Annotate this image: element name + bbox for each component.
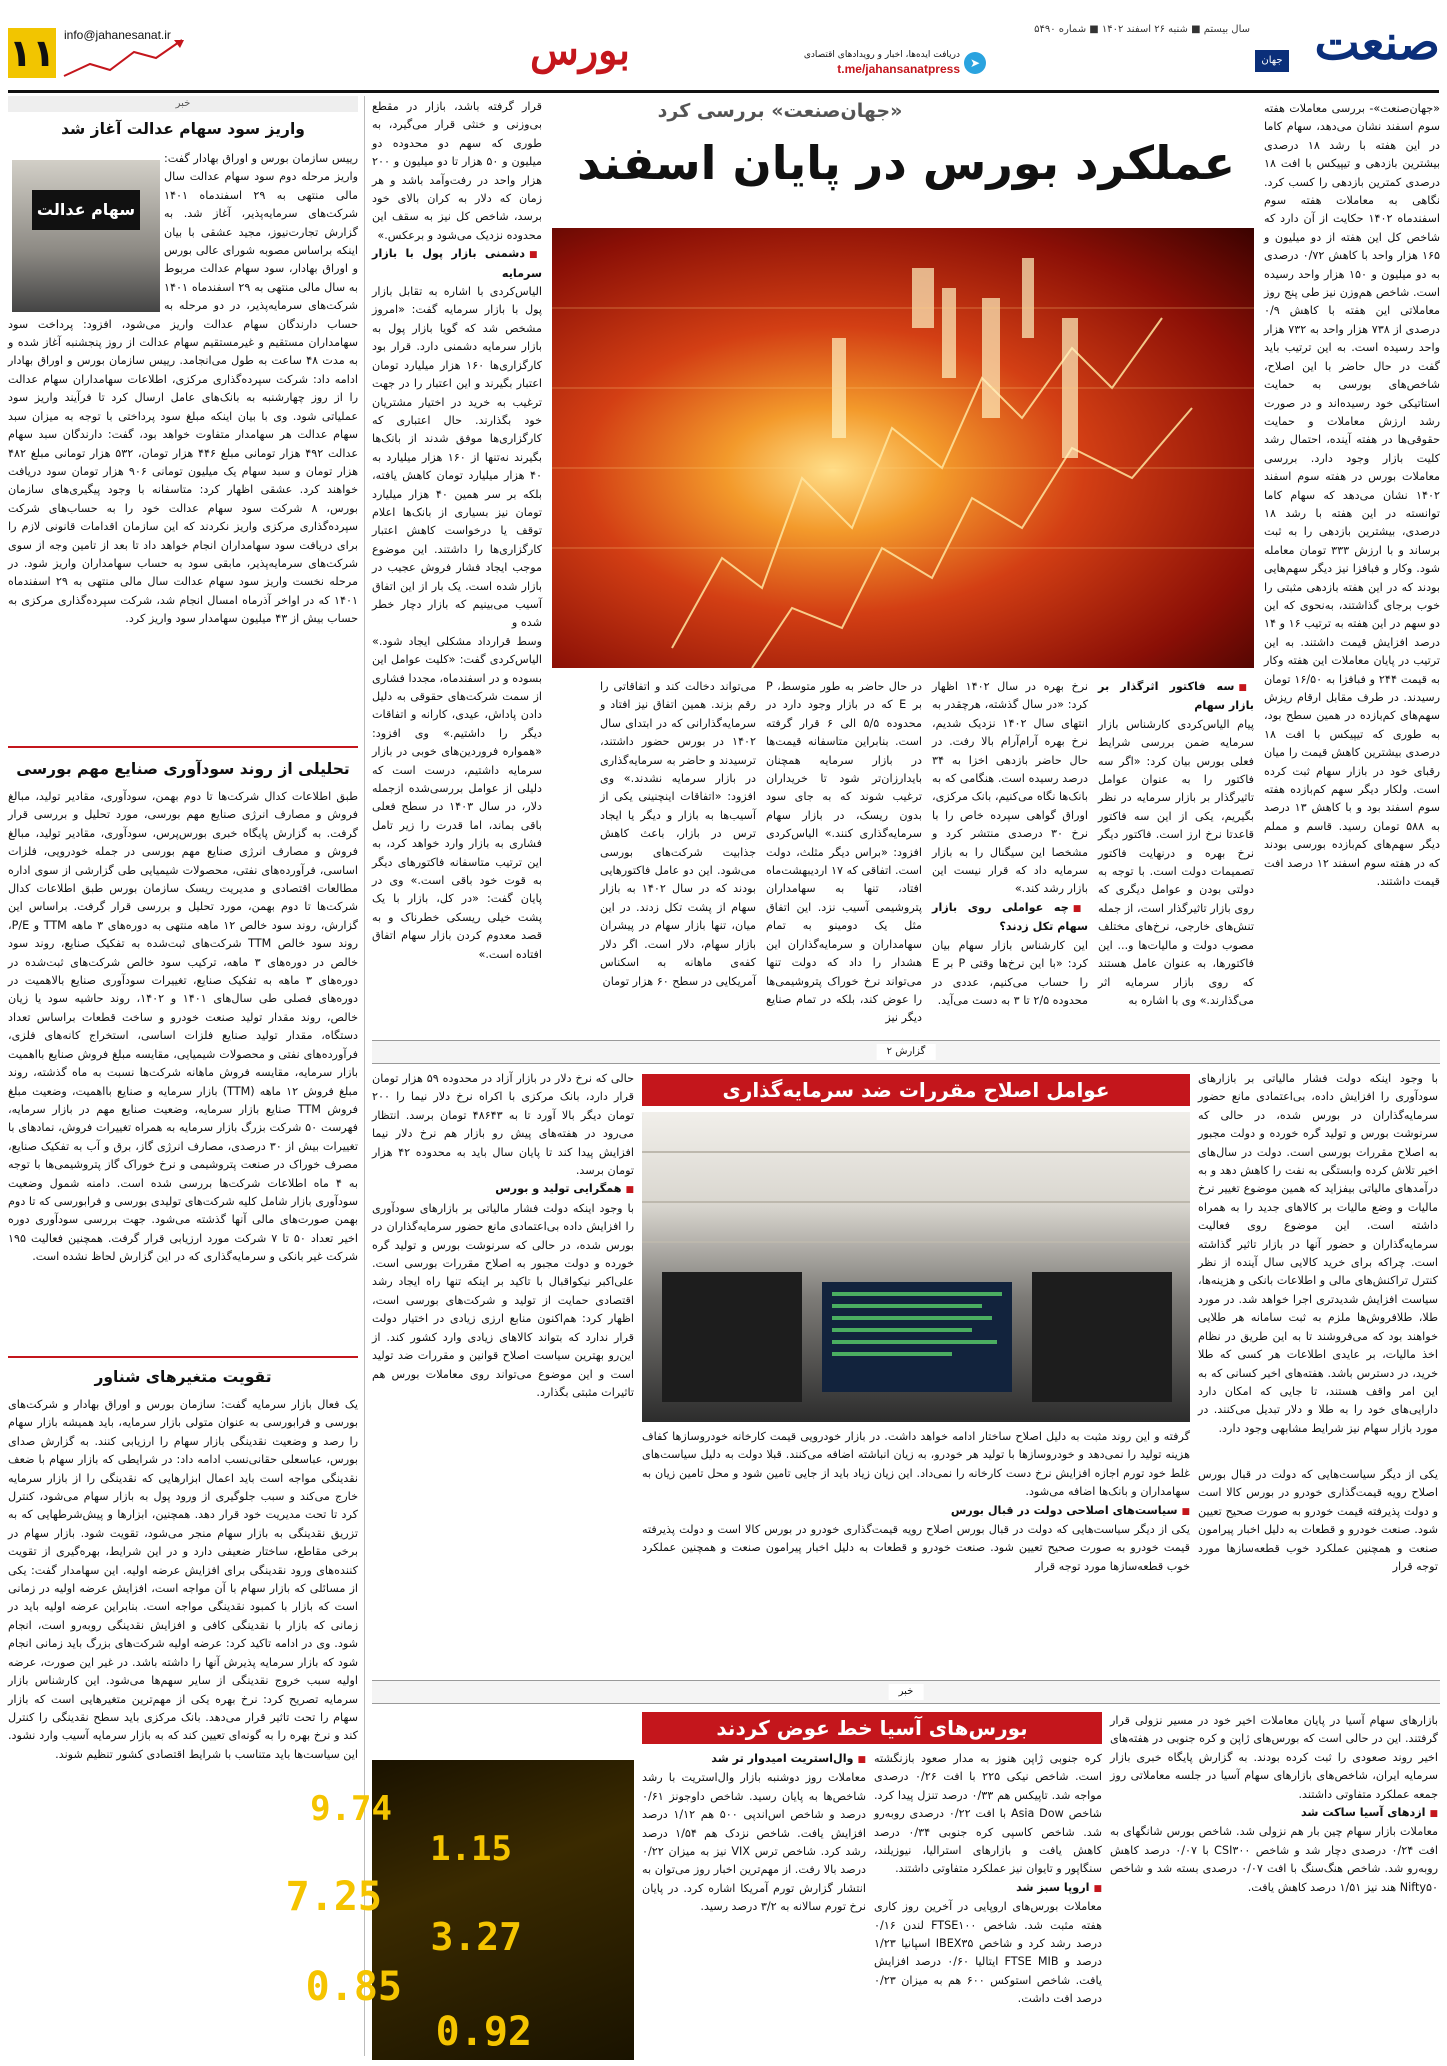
stock-chart-icon — [60, 36, 190, 80]
stock-exchange-hall-photo — [642, 1112, 1190, 1422]
report-column-right-2 — [1198, 1466, 1438, 1666]
asia-band-label: خبر — [889, 1684, 924, 1700]
report-body-right: با وجود اینکه دولت فشار مالیاتی بر بازارهای سودآوری را افزایش داده، بی‌اعتمادی مانع حضور سرمایه‌گذاران در بورس شده، در حالی که سرنوشت بورس و تولید گره خورده و دولت مجبور به اصلاح مقررات بورسی است. دولت در سال‌های اخیر تلاش کرده وابستگی به نفت را کاهش دهد و به درآمدهای مالیاتی بیفزاید که همین موضوع تغییر نرخ مالیات و وضع مالیات بر کالاهای جدید را به همراه داشته است. این موضوع روی فعالیت سرمایه‌گذاران و حضور آنها در بازار تاثیر گذاشته است. چراکه برای خرید کالایی سال آینده از نظر کنترل تراکنش‌های مالی و اطلاعات بانکی و هزینه‌ها، سیاست افزایش شدیدتری اجرا خواهد شد. در مورد طلا، طلافروش‌ها ملزم به ثبت سامانه هر طلایی خواهند بود که می‌فروشند تا به این طریق در نظام اخذ مالیات، بر عایدی اطلاعات هر کسی که طلا خرید، در دسترس باشد. هفته‌های اخیر کسانی که به این امر واقف هستند، تا جایی که امکان دارد دارایی‌های خود را به طلا و دلار تبدیل می‌کنند. در مورد بازار سهام نیز شرایط مشابهی وجود دارد. — [1198, 1072, 1438, 1435]
report-subhead-2: ■ سیاست‌های اصلاحی دولت در قبال بورس — [642, 1502, 1190, 1521]
svg-text:0.92: 0.92 — [435, 2009, 532, 2055]
report-body-mid: گرفته و این روند مثبت به دلیل اصلاح ساختار ادامه خواهد داشت. در بازار خودرویی قیمت کارخانه خودروسازها کفاف هزینه تولید را نمی‌دهد و خودروسازها با تولید هر خودرو، به زیان انباشته اضافه می‌کنند. قبلا دولت به دلیل سیاست‌های غلط خود تورم اجازه افزایش نرخ دست کارخانه را نمی‌داد. این زیان زیاد باید از جایی تامین شود و محل تامین زیان به سهامداران و بانک‌ها اضافه می‌شود. — [642, 1430, 1190, 1499]
analysis-headline[interactable]: تحلیلی از روند سودآوری صنایع مهم بورسی — [16, 760, 350, 778]
asia-subhead-mid: ■ اروپا سبز شد — [874, 1879, 1102, 1898]
lead-photo — [552, 228, 1254, 668]
svg-text:9.74: 9.74 — [310, 1789, 392, 1829]
page-number: ۱۱ — [8, 28, 56, 78]
report-column-left — [372, 1070, 634, 1670]
logo-small-text: جهان — [1255, 50, 1289, 72]
ticker-digits-graphic — [285, 1760, 634, 2060]
asia-headline[interactable]: بورس‌های آسیا خط عوض کردند — [642, 1712, 1102, 1744]
justice-headline[interactable]: واریز سود سهام عدالت آغاز شد — [61, 120, 305, 138]
report-column-right — [1198, 1070, 1438, 1460]
lead-body-c: در حال حاضر به طور متوسط، P بر E که در بازار وجود دارد در محدوده ۵/۵ الی ۶ قرار گرفته است. بنابراین متاسفانه قیمت‌ها در بازار سرمایه همچنان بایدارزان‌تر شود تا خریداران ترغیب شوند که به جای سود بدون ریسک، در بازار سهام سرمایه‌گذاری کنند.» الیاس‌کردی افزود: «براس دیگر مثلث، دولت است. اتفاقی که ۱۷ اردیبهشت‌ماه افتاد، تنها به سهامداران پتروشیمی آسیب نزد. این اتفاق مثل یک دومینو به تمام سهامداران و سرمایه‌گذاران این هشدار را داد که دولت تنها می‌تواند نرخ خوراک پتروشیمی‌ها را عوض کند، بلکه در تمام صنایع دیگر نیز — [766, 680, 923, 1025]
photo-spacer — [8, 150, 164, 310]
lead-body-left-bottom: الیاس‌کردی با اشاره به تقابل بازار پول با بازار سرمایه گفت: «امروز مشخص شد که گویا بازار پول به بازار سرمایه دشمنی دارد. قرار بود کارگزاری‌ها ۱۶۰ هزار میلیارد تومان اعتبار بگیرند و این اعتبار را در جهت ترغیب به خرید در اختیار مشتریان خود بگذارند. حال اعتباری که کارگزاری‌ها موفق شدند از بانک‌ها بگیرند نه‌تنها از ۱۶۰ هزار میلیارد به ۴۰ هزار میلیارد تومان کاهش یافته، بلکه بر سر همین ۴۰ هزار میلیارد تومان نیز بسیاری از بانک‌ها اعلام توقف یا درخواست کاهش اعتبار کارگزاری‌ها را داشتند. این موضوع موجب ایجاد فشار فروش عجیب در بازار شده است. یک بار از این اتفاق آسیب می‌بینیم که بازار دچار خطر شده و — [372, 285, 542, 630]
asia-body-left: معاملات روز دوشنبه بازار وال‌استریت با رشد شاخص‌ها به پایان رسید. شاخص داوجونز ۰/۶۱ درصد و شاخص اس‌اند‌پی ۵۰۰ هم ۱/۱۲ درصد افزایش یافت. شاخص نزدک هم ۱/۵۴ درصد رشد کرد. شاخص ترس VIX نیز به میزان ۰/۲۲ درصد بالا رفت. از مهم‌ترین اخبار روز می‌توان به انتشار گزارش تورم آمریکا اشاره کرد. در پایان نرخ تورم سالانه به ۳/۲ درصد رسید. — [642, 1771, 866, 1914]
stock-ticker-photo — [285, 1760, 634, 2060]
telegram-caption: دریافت ایده‌ها، اخبار و رویدادهای اقتصادی — [803, 50, 960, 60]
telegram-promo — [800, 48, 960, 84]
lead-body-e: وسط قرارداد مشکلی ایجاد شود.» الیاس‌کردی گفت: «کلیت عوامل این بسوده و در اسفندماه، مجددا فشاری از سمت شرکت‌های حقوقی به دلیل دادن پاداش، عیدی، کارانه و اتفاقات دیگر را داشتیم.» وی افزود: «همواره فروردین‌های خوبی در بازار سرمایه داشتیم، درست است که دلیلی از عوامل بررسی‌شده ازجمله دلار، در سال ۱۴۰۳ در سطح فعلی باقی بماند، اما قدرت را زیر تامل فشاری به بازار وارد خواهد کرد، به این ترتیب متاسفانه فاکتورهای دیگر به قوت خود باقی است.» وی در پایان گفت: «در کل، بازار با یک پشت خیلی ریسکی خطرناک و به قصد معدوم کردن بازار سهام اتفاق افتاده است.» — [372, 634, 542, 961]
lead-headline[interactable]: عملکرد بورس در پایان اسفند — [576, 136, 1236, 190]
report-body-left-bottom: با وجود اینکه دولت فشار مالیاتی بر بازارهای سودآوری را افزایش داده بی‌اعتمادی مانع حضور سرمایه‌گذاران در بورس شده، در حالی که سرنوشت بورس و تولید گره خورده و دولت مجبور به اصلاح مقررات بورسی است. علی‌اکبر نیکواقبال با تاکید بر اینکه تنها راه ایجاد رشد اقتصادی حمایت از تولید و شرکت‌های بورسی است، اظهار کرد: هم‌اکنون منابع ارزی زیادی در اختیار دولت قرار ندارد که بتواند کالاهای زیادی وارد کشور کند. از این‌رو بهترین سیاست اصلاح قوانین و مقررات ضد تولید است و این موضوع می‌تواند روی معاملات بورس هم تاثیرات مثبتی بگذارد. — [372, 1201, 634, 1399]
asia-body-mid: کره جنوبی ژاپن هنوز به مدار صعود بازنگشته است. شاخص نیکی ۲۲۵ با افت ۰/۲۶ درصدی مواجه شد. تاپیکس هم ۰/۳۳ درصد تنزل پیدا کرد. شاخص Asia Dow با افت ۰/۲۲ درصدی روبه‌رو شد. شاخص کاسپی کره جنوبی ۰/۳۴ درصد کاهش یافت و بازارهای استرالیا، نیوزیلند، سنگاپور و تایوان نیز عملکرد متفاوتی داشتند. — [874, 1752, 1103, 1876]
lead-body-a: پیام الیاس‌کردی کارشناس بازار سرمایه ضمن بررسی شرایط فعلی بورس بیان کرد: «اگر سه فاکتور را به عنوان عوامل تاثیرگذار بر بازار سرمایه در نظر بگیریم، یکی از این سه فاکتور قاعدتا نرخ ارز است. فاکتور دیگر نرخ بهره و درنهایت فاکتور تصمیمات دولت است. با توجه به دولتی بودن و عوامل دیگری که روی بازار تاثیرگذار است، از جمله تنش‌های خارجی، نرخ‌های مختلف مصوب دولت و مالیات‌ها و... این فاکتورها، به عنوان عامل هستند که روی بازار سرمایه اثر می‌گذارند.» وی با اشاره به — [1098, 717, 1254, 1007]
floating-body: یک فعال بازار سرمایه گفت: سازمان بورس و اوراق بهادار و شرکت‌های بورسی و فرابورسی به عنوان متولی بازار سرمایه، باید همیشه بازار سهام را رصد و وضعیت نقدینگی بازار سهام را ارزیابی کنند. به گزارش صدای بورس، عباسعلی حقانی‌نسب ادامه داد: در شرایطی که بازار سهام با ضعف نقدینگی مواجه است باید اعمال ابزارهایی که نقدینگی را از بازار سرمایه خارج می‌کند و سبب جلوگیری از ورود پول به بازار سهام می‌شود، کنترل کرد تا تحت مدیریت خود قرار دهد. همچنین، ابزارها و پیش‌شرطهایی که به تزریق نقدینگی به بازار سهام منجر می‌شود، تقویت شود. بازار سهام در برخی مقاطع، ساختار ضعیفی دارد و در این شرایط، بهره‌گیری از تقویت کننده‌های ورود نقدینگی برای افزایش عرضه اولیه. این سهامدار گفت: یکی از مسائلی که بازار سهام با آن مواجه است، افزایش عرضه اولیه در زمانی است که بازار با کمبود نقدینگی مواجه است. بنابراین عرضه اولیه باید در زمانی که بازار با نقدینگی کافی و افزایش نقدینگی روبه‌رو است، انجام شود. وی در ادامه تاکید کرد: عرضه اولیه شرکت‌های بزرگ باید زمانی انجام شود که بازار سرمایه پذیرش آنها را داشته باشد. در غیر این صورت، عرضه اولیه سبب خروج نقدینگی از سایر سهم‌ها می‌شود. این کارشناس بازار سرمایه تصریح کرد: نرخ بهره یکی از مهم‌ترین متغیرهایی است که بازار سهام را تحت تاثیر قرار می‌دهد. بانک مرکزی باید سطح نقدینگی را کنترل کند و نرخ بهره را به گونه‌ای تعیین کند که به بازار سرمایه آسیب وارد نشود. این سیاست‌ها باید متناسب با شرایط اقتصادی کشور تنظیم شوند. — [8, 1398, 358, 1761]
asia-subhead-left: ■ وال‌استریت امیدوار تر شد — [642, 1750, 866, 1769]
justice-kicker: خبر — [8, 96, 358, 112]
lead-column-left — [372, 98, 542, 1028]
issue-line: سال بیستم ■ شنبه ۲۶ اسفند ۱۴۰۲ ■ شماره ۵۴۹۰ — [1034, 24, 1250, 35]
justice-article — [8, 150, 358, 740]
lead-subhead-3: ■ دشمنی بازار پول با بازار سرمایه — [372, 245, 542, 283]
report-body-left-top: حالی که نرخ دلار در بازار آزاد در محدوده ۵۹ هزار تومان قرار دارد، بانک مرکزی با اکراه نرخ دلار نیما را ۲۰۰ تومان دیگر بالا آورد تا به ۴۸۶۴۳ تومان برسد. انتظار می‌رود در هفته‌های پیش رو بازار هم نرخ دلار نیما افزایش پیدا کند تا پایان سال باید به محدوده ۴۲ هزار تومان برسد. — [372, 1072, 635, 1178]
lead-column-c — [766, 678, 922, 1028]
justice-shares-sign: سهام عدالت — [32, 190, 140, 230]
report-subhead-1: ■ همگرایی تولید و بورس — [372, 1180, 634, 1199]
analysis-body: طبق اطلاعات کدال شرکت‌ها تا دوم بهمن، سودآوری، مقادیر تولید، مبالغ فروش و مصارف انرژی صنایع مهم بورسی، مورد تحلیل و بررسی قرار گرفت. به گزارش پایگاه خبری بورس‌پرس، سودآوری، مقادیر تولید، مبالغ فروش و مصارف انرژی صنایع مهم بورسی در جمله خودرویی، فلزات اساسی، فرآورده‌های نفتی، محصولات شیمیایی طی گزارشی از سوی اداره مطالعات اقتصادی و مدیریت ریسک سازمان بورس طبق اطلاعات کدال شرکت‌ها تا دوم بهمن، مورد تحلیل و بررسی قرار گرفت. براساس این گزارش، روند سود خالص ۱۲ ماهه منتهی به دوره‌های ۳ ماهه TTM و P/E، روند سود خالص TTM شرکت‌های ثبت‌شده به تفکیک صنایع، روند سود خالص در دوره‌های ۳ ماهه، ترکیب سود خالص شرکت‌های ثبت‌شده در دوره‌های ۳ ماهه به تفکیک صنایع، تغییرات سودآوری صنایع بالاهمیت در دوره‌های فصلی طی سال‌های ۱۴۰۱ و ۱۴۰۲، روند حاشیه سود یا زیان خالص، روند مقدار تولید صنعت خودرو و ساخت قطعات براساس تعداد دستگاه، مقدار تولید صنایع فلزات اساسی، استخراج کانه‌های فلزی، فرآورده‌های نفتی و محصولات شیمیایی، مقایسه مبلغ فروش صنایع بااهمیت بازار سرمایه، مقایسه فروش ماهانه شرکت‌ها نسبت به ماه گذشته، روند مبلغ فروش ۱۲ ماهه (TTM) بازار سرمایه و صنایع بااهمیت، وضعیت مبلغ فروش TTM صنایع بازار سرمایه، وضعیت صنایع مهم در بازار سرمایه، فهرست ۵۰ شرکت بزرگ بازار سرمایه به همراه تغییرات فروش، نمادهای با تغییرات بیش از ۳۰ درصدی، مصارف انرژی گاز، برق و آب به تفکیک صنایع، مصرف خوراک در صنعت پتروشیمی و نرخ خوراک گاز پتروشیمی‌ها با توجه به ۴ ماه اطلاعات شرکت‌ها بررسی شده است. دامنه شمول وضعیت سودآوری بازار شامل کلیه شرکت‌های تولیدی بورسی و فرابورسی که تا دوم بهمن صورت‌های مالی آنها گذشته می‌شود. جهت بررسی سودآوری دوره اخیر تعداد ۵۰ تا ۷ شرکت مورد ارزیابی قرار گرفت. همچنین فعالیت ۱۹۵ شرکت غیر بانکی و سرمایه‌گذاری که در این گزارش لحاظ نشده است. — [8, 790, 359, 1264]
svg-text:3.27: 3.27 — [430, 1915, 522, 1959]
newspaper-logo[interactable] — [1255, 15, 1440, 80]
lead-column-a — [1098, 678, 1254, 1028]
svg-text:0.85: 0.85 — [305, 1964, 402, 2010]
header-rule — [8, 90, 1439, 93]
asia-column-left — [642, 1750, 866, 2058]
lead-subhead-1: ■ سه فاکتور اثرگذار بر بازار سهام — [1098, 678, 1254, 716]
asia-band — [372, 1680, 1440, 1704]
report-body-right-cont: یکی از دیگر سیاست‌هایی که دولت در قبال بورس اصلاح رویه قیمت‌گذاری خودرو در بورس کالا است و دولت پذیرفته قیمت خودرو به صورت صحیح تعیین شود. صنعت خودرو و قطعات به دلیل اخبار پیرامون صنعت و همچنین عملکرد خوب قطعه‌سازها مورد توجه قرار — [1198, 1468, 1438, 1574]
report-body-mid2: یکی از دیگر سیاست‌هایی که دولت در قبال بورس اصلاح رویه قیمت‌گذاری خودرو در بورس کالا است و دولت پذیرفته قیمت خودرو به صورت صحیح تعیین شود. صنعت خودرو و قطعات به دلیل اخبار پیرامون صنعت و همچنین عملکرد خوب قطعه‌سازها مورد توجه قرار — [642, 1523, 1190, 1573]
svg-text:7.25: 7.25 — [285, 1874, 382, 1920]
exchange-board-graphic — [642, 1112, 1190, 1422]
analysis-article — [8, 788, 358, 1348]
lead-subhead-2: ■ چه عواملی روی بازار سهام تکل زدند؟ — [932, 899, 1088, 937]
lead-body-d: می‌تواند دخالت کند و اتفاقاتی را رقم بزند. همین اتفاق نیز افتاد و سرمایه‌گذارانی که در ابتدای سال ۱۴۰۲ در بورس حضور داشتند، ترسیدند و حاضر به سرمایه‌گذاری در بازار سرمایه نشدند.» وی افزود: «اتفاقات اینچنینی یکی از آسیب‌ها به بازار و دیگر یا ایجاد ترس در بازار، باعث کاهش جذابیت شرکت‌های بورسی می‌شود. این دو عامل فاکتورهایی بودند که در سال ۱۴۰۲ به بازار سهام از پشت تکل زدند. در این میان، تنها بازار سهام در پیشران بازار سهام، دلار است. اگر دلار کفه‌ی ماهانه به اسکناس آمریکایی در سطح ۶۰ هزار تومان — [600, 680, 756, 988]
justice-body: رییس سازمان بورس و اوراق بهادار گفت: واریز مرحله دوم سود سهام عدالت سال مالی منتهی به ۲۹ اسفندماه ۱۴۰۱ شرکت‌های سرمایه‌پذیر، آغاز شد. به گزارش تجارت‌نیوز، مجید عشقی با بیان اینکه براساس مصوبه شورای عالی بورس و اوراق بهادار، سود سهام عدالت مربوط به سال مالی منتهی به ۲۹ اسفندماه ۱۴۰۱ شرکت‌های سرمایه‌پذیر، در دو مرحله به حساب دارندگان سهام عدالت واریز می‌شود، افزود: پرداخت سود سهامداران مستقیم و غیرمستقیم سهام عدالت از روز پنجشنبه آغاز شده و به مدت ۴۸ ساعت به طول می‌انجامد. رییس سازمان بورس و اوراق بهادار ادامه داد: شرکت سپرده‌گذاری مرکزی، اطلاعات سهامداران سهام عدالت را از روز چهارشنبه به بانک‌های عامل ارسال کرد تا فرآیند واریز سود عملیاتی شود. وی با بیان اینکه مبلغ سود پرداختی با توجه به میزان سبد سهام عدالت هر سهامدار متفاوت خواهد بود، گفت: دارندگان سبد سهام عدالت ۴۹۲ هزار تومانی مبلغ ۴۴۶ هزار تومان، ۵۳۲ هزار تومانی مبلغ ۴۸۲ هزار تومان و سبد سهام یک میلیون تومانی ۹۰۶ هزار تومان سود دریافت خواهند کرد. عشقی اظهار کرد: متاسفانه با وجود پیگیری‌های سازمان بورس، ۸ شرکت سود سهام عدالت خود را به حساب‌های شرکت سپرده‌گذاری مرکزی واریز نکردند که این سازمان اقدامات قانونی لازم را برای دریافت سود سهامداران انجام خواهد داد تا بعد از تامین وجه از سوی شرکت‌های سرمایه‌پذیر، مابقی سود به حساب سهامداران واریز شود. در مرحله نخست واریز سود سهام عدالت سال مالی منتهی به ۲۹ اسفندماه ۱۴۰۱ که در اواخر آذرماه امسال انجام شد، شرکت سپرده‌گذاری مرکزی به حساب بیش از ۴۳ میلیون سهامدار سود واریز کرد. — [8, 152, 359, 626]
lead-kicker: «جهان‌صنعت» بررسی کرد — [657, 100, 903, 122]
svg-text:1.15: 1.15 — [430, 1829, 512, 1869]
email-address[interactable]: info@jahanesanat.ir — [64, 28, 171, 42]
asia-body-right-2: معاملات بازار سهام چین بار هم نزولی شد. شاخص بورس شانگهای به افت ۰/۲۴ درصدی دچار شد و شاخص CSI۳۰۰ با ۰/۰۷ درصد کاهش روبه‌رو شد. شاخص هنگ‌سنگ با افت ۰/۰۷ درصدی بسته شد و شاخص Nifty۵۰ هند نیز ۱/۵۱ درصد کاهش یافت. — [1110, 1825, 1438, 1894]
asia-column-mid — [874, 1750, 1102, 2058]
section-rule — [8, 1356, 358, 1358]
lead-column-d — [600, 678, 756, 1028]
lead-body-left-top: قرار گرفته باشد، بازار در مقطع بی‌وزنی و خنثی قرار می‌گیرد، به طوری که سهم دو محدوده دو میلیون و ۵۰ هزار تا دو میلیون و ۲۰۰ هزار واحد در رفت‌وآمد باشد و هر زمان که دلار به کران بالای خود برسد، شاخص کل نیز به سقف این محدوده نزدیک می‌شود و برعکس.» — [372, 100, 542, 242]
report-band-label: گزارش ۲ — [877, 1044, 936, 1060]
lead-column-right — [1264, 100, 1440, 1030]
lead-body-right: «جهان‌صنعت»- بررسی معاملات هفته سوم اسفند نشان می‌دهد، سهام کاما در این هفته با رشد ۱۸ درصدی بیشترین بازدهی و تیپیکس با افت ۱۸ درصدی کمترین بازدهی را کسب کرد. نگاهی به معاملات هفته سوم اسفندماه ۱۴۰۲ حکایت از آن دارد که شاخص کل این هفته از دو میلیون و ۱۶۵ هزار واحد با کاهش ۰/۷۲ درصدی به دو میلیون و ۱۵۰ هزار واحد رسیده است. شاخص هم‌وزن نیز طی پنج روز معاملاتی این هفته با کاهش ۰/۹ درصدی از ۷۳۸ هزار واحد به ۷۳۲ هزار واحد رسیده است. به این ترتیب باید گفت در حال حاضر با این اصلاح، شاخص‌های بورسی به حمایت استاتیکی خود رسیده‌اند و در صورت رشد ارزش معاملات و حمایت حقوقی‌ها در هفته آینده، احتمال رشد کلیت بازار وجود دارد. بررسی معاملات بورس در هفته سوم اسفند ۱۴۰۲ نشان می‌دهد که سهام کاما توانسته در این هفته با رشد ۱۸ درصدی، بیشترین بازدهی را به ثبت برساند و با ارزش ۳۳۳ تومان معامله شود. وکار و فبافزا نیز دیگر سهم‌هایی بودند که در این هفته بازدهی مثبتی را خوب برجای گذاشتند، به‌نحوی که این دو سهم در این هفته به ترتیب ۱۶ و ۱۴ درصد افزایش قیمت داشتند. به این ترتیب در پایان معاملات این هفته وکار به قیمت ۲۴۴ و فبافزا به ۱۶/۵۰ تومان رسیدند. در طرف مقابل ارقام ریزش سهم‌های کم‌بازده در همین سطح بود، به طوری که تیپیکس با افت ۱۸ درصدی بیشترین کاهش قیمت را میان رقبای خود در بازار سهام ثبت کرده است. ولکار دیگر سهم کم‌بازده هفته سوم اسفند بود و با کاهش ۱۳ درصد به ۵۸۸ تومان رسید. قاسم و مملم دیگر سهم‌های کم‌بازده بورسی بودند که در هفته سوم اسفند ۱۲ درصد افت قیمت داشتند. — [1264, 102, 1441, 889]
telegram-icon[interactable]: ➤ — [964, 52, 986, 74]
floating-article — [8, 1396, 358, 2056]
asia-subhead-right: ■ ازدهای آسیا ساکت شد — [1110, 1804, 1438, 1823]
telegram-link[interactable]: t.me/jahansanatpress — [837, 62, 960, 76]
floating-headline[interactable]: تقویت متغیرهای شناور — [94, 1368, 272, 1386]
lead-body-b2: این کارشناس بازار سهام بیان کرد: «با این نرخ‌ها وقتی P بر E را حساب می‌کنیم، عددی در محدوده ۲/۵ تا ۳ به دست می‌آید. — [932, 938, 1088, 1007]
column-divider — [364, 96, 365, 2056]
asia-body-mid-2: معاملات بورس‌های اروپایی در آخرین روز کاری هفته مثبت شد. شاخص FTSE۱۰۰ لندن ۰/۱۶ درصد رشد کرد و شاخص IBEX۳۵ اسپانیا ۱/۲۳ درصد و FTSE MIB ایتالیا ۰/۶۰ درصد افزایش یافت. شاخص استوکس ۶۰۰ هم به میزان ۰/۲۳ درصد افت داشت. — [874, 1900, 1103, 2006]
lead-body-b: نرخ بهره در سال ۱۴۰۲ اظهار کرد: «در سال گذشته، هرچقدر به انتهای سال ۱۴۰۲ نزدیک شدیم، نرخ بهره آرام‌آرام بالا رفت. در حال حاضر بازدهی اخزا به ۳۴ درصد رسیده است. هنگامی که به بانک‌ها نگاه می‌کنیم، بانک مرکزی، اوراق گواهی سپرده خاص را با نرخ ۳۰ درصدی منتشر کرد و مشخصا این سیگنال را به بازار سرمایه داد که قرار نیست این بازار رشد کند.» — [932, 680, 1088, 896]
logo-text: صنعت — [1314, 15, 1440, 71]
report-headline[interactable]: عوامل اصلاح مقررات ضد سرمایه‌گذاری — [642, 1074, 1190, 1106]
report-band — [372, 1040, 1440, 1064]
asia-column-right — [1110, 1712, 1438, 2058]
stock-ticker-graphic — [552, 228, 1254, 668]
section-title: بورس — [530, 27, 630, 74]
lead-column-b — [932, 678, 1088, 1028]
asia-body-right: بازارهای سهام آسیا در پایان معاملات اخیر خود در مسیر نزولی قرار گرفتند. این در حالی است که بورس‌های ژاپن و کره جنوبی در هفته‌های اخیر روند صعودی را ثبت کرده بودند. به گزارش پایگاه خبری بازار سرمایه ایران، شاخص‌های بازارهای سهام آسیا در جلسه معاملاتی روز جمعه عملکرد متفاوتی داشتند. — [1110, 1714, 1438, 1801]
section-rule — [8, 746, 358, 748]
report-column-mid — [642, 1428, 1190, 1668]
